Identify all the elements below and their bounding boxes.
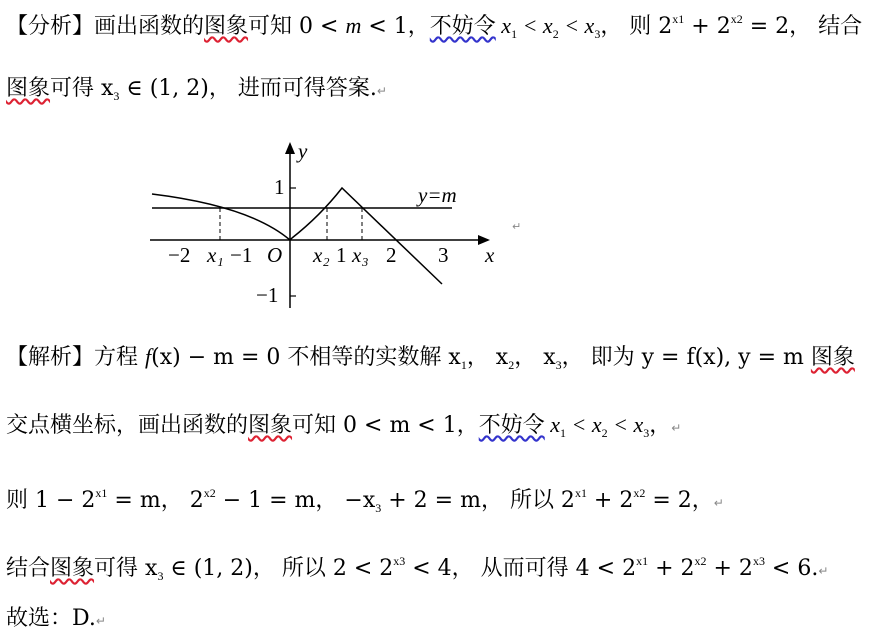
tick-label: −2: [168, 243, 191, 267]
tick-label: 2: [386, 243, 397, 267]
function-graph: [150, 138, 520, 318]
paragraph-mark: ↵: [671, 421, 682, 435]
paragraph-mark: ↵: [512, 220, 522, 233]
y-tick-label: 1: [274, 175, 285, 199]
solution-line-4: 结合图象可得 $x_3$ ∈ (1, 2)， 所以 $2 < 2^{x3} < 4$， 从而可得 $4 < 2^{x1} + 2^{x2} + 2^{x3}$ < 6.↵: [6, 554, 829, 583]
tick-label: 1: [336, 243, 347, 267]
paragraph-mark: ↵: [713, 496, 724, 510]
y-axis-arrow: [285, 142, 295, 154]
origin-label: O: [267, 243, 283, 267]
paragraph-mark: ↵: [95, 614, 106, 628]
line-label: y=m: [418, 183, 457, 207]
solution-line-1: 【解析】方程 f(x) − m = 0 不相等的实数解 $x_1$， $x_2$， $x_3$， 即为 y = f(x), y = m 图象: [6, 344, 855, 372]
answer-line: [6, 604, 106, 636]
solution-label: 【解析】: [6, 345, 95, 370]
tick-label: 3: [438, 243, 449, 267]
analysis-label: 【分析】: [6, 14, 95, 39]
solution-line-3: 则 $1 - 2^{x1} = m$， $2^{x2} - 1 = m$， $-x_3 + 2 = m$， 所以 $2^{x1} + 2^{x2} = 2$，↵: [6, 486, 724, 515]
tick-label: x₂: [313, 243, 330, 267]
y-tick-label: −1: [256, 283, 279, 307]
answer-text: 故选：D.: [6, 606, 96, 631]
analysis-line-1: 【分析】画出函数的图象可知 0 < m < 1，不妨令 $x_1 < x_2 < x_3$， 则 $2^{x1} + 2^{x2} = 2$， 结合: [6, 12, 863, 41]
tick-label: −1: [230, 243, 253, 267]
analysis-line-2: 图象可得 $x_3$ ∈ (1, 2)， 进而可得答案.↵: [6, 76, 387, 103]
function-curve: [152, 188, 442, 284]
paragraph-mark: ↵: [818, 564, 829, 578]
tick-label: x₃: [352, 243, 369, 267]
paragraph-mark: ↵: [376, 84, 387, 98]
tick-label: x₁: [207, 243, 224, 267]
x-axis-label: x: [485, 243, 495, 267]
solution-line-2: 交点横坐标，画出函数的图象可知 0 < m < 1，不妨令 $x_1 < x_2 < x_3$，↵: [6, 412, 682, 440]
y-axis-label: y: [298, 139, 308, 163]
